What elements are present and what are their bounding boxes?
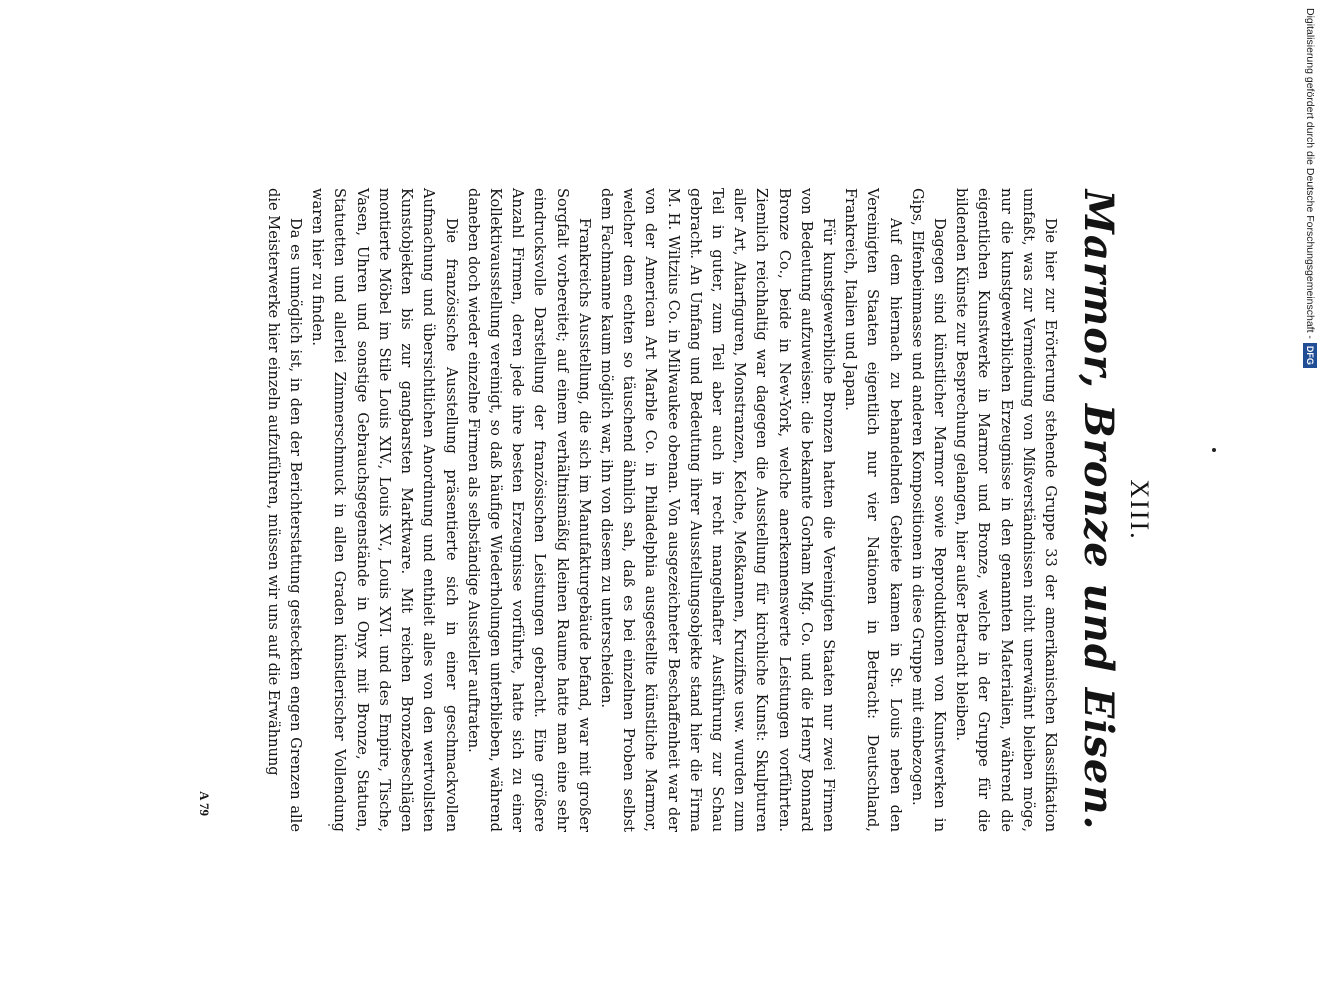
- digitization-credit: [1298, 8, 1322, 408]
- paragraph: Für kunstgewerbliche Bronzen hatten die Vereinigten Staaten nur zwei Firmen von Bedeutung aufzuweisen: die bekannte Gorham Mfg. Co. und die Henry Bonnard Bronze Co., beide in New-York, welche anerkennenswerte Leistungen vorführten. Ziemlich reichhaltig war dagegen die Ausstellung für kirchliche Kunst: Skulpturen aller Art, Altarfiguren, Monstranzen, Kelche, Meßkannen, Kruzifixe usw. wurden zum Teil in guter, zum Teil aber auch in recht mangelhafter Ausführung zur Schau gebracht. An Umfang und Bedeutung ihrer Ausstellungsobjekte stand hier die Firma M. H. Wiltzius Co. in Milwaukee obenan. Von ausgezeichneter Beschaffenheit war der von der American Art Marble Co. in Philadelphia ausgestellte künstliche Marmor, welcher dem echten so täuschend ähnlich sah, daß es bei einzelnen Proben selbst dem Fachmanne kaum möglich war, ihn von diesem zu unterscheiden.: [597, 188, 837, 832]
- rotated-text-frame: [197, 180, 1160, 840]
- page-number: A 79: [197, 791, 212, 816]
- dfg-logo: DFG: [1303, 343, 1317, 368]
- digitization-credit-text: Digitalisierung gefördert durch die Deutsche Forschungsgemeinschaft -: [1304, 8, 1316, 339]
- chapter-numeral: XIII.: [1125, 479, 1154, 541]
- scan-speck: [328, 824, 330, 826]
- paragraph: Auf dem hiernach zu behandelnden Gebiete kamen in St. Louis neben den Vereinigten Staaten eigentlich nur vier Nationen in Betracht: Deutschland, Frankreich, Italien und Japan.: [842, 188, 904, 832]
- page-body: [197, 180, 1160, 840]
- paragraph: Die französische Ausstellung präsentierte sich in einer geschmackvollen Aufmachung und übersichtlichen Anordnung und enthielt alles von den wertvollsten Kunstobjekten bis zur gangbarsten Marktware. Mit reichen Bronzebeschlägen montierte Möbel im Stile Louis XIV., Louis XV., Louis XVI. und des Empire, Tische, Vasen, Uhren und sonstige Gebrauchsgegenstände in Onyx mit Bronze, Statuen, Statuetten und allerlei Zimmerschmuck in allen Graden künstlerischer Vollendung waren hier zu finden.: [309, 188, 460, 832]
- paragraph: Die hier zur Erörterung stehende Gruppe 33 der amerikanischen Klassifikation umfaßt, was zur Vermeidung von Mißverständnissen nicht unerwähnt bleiben möge, nur die kunstgewerblichen Erzeugnisse in den genannten Materialien, während die eigentlichen Kunstwerke in Marmor und Bronze, welche in der Gruppe für die bildenden Künste zur Besprechung gelangen, hier außer Betracht bleiben.: [953, 188, 1059, 832]
- paragraph: Da es unmöglich ist, in den der Berichterstattung gesteckten engen Grenzen alle die Meisterwerke hier einzeln aufzuführen, müssen wir uns auf die Erwähnung: [264, 188, 305, 832]
- chapter-title: Marmor, Bronze und Eisen.: [1075, 189, 1122, 831]
- paragraph: Frankreichs Ausstellung, die sich im Manufakturgebäude befand, war mit großer Sorgfalt vorbereitet; auf einem verhältnismäßig kleinen Raume hatte man eine sehr eindrucksvolle Darstellung der französischen Leistungen gebracht. Eine größere Anzahl Firmen, deren jede ihre besten Erzeugnisse vorführte, hatte sich zu einer Kollektivausstellung vereinigt, so daß häufige Wiederholungen unterblieben, während daneben doch wieder einzelne Firmen als selbständige Aussteller auftraten.: [464, 188, 593, 832]
- scan-speck: [1212, 448, 1216, 452]
- paragraph: Dagegen sind künstlicher Marmor sowie Reproduktionen von Kunstwerken in Gips, Elfenbeinmasse und anderen Kompositionen in diese Gruppe mit einbezogen.: [908, 188, 948, 832]
